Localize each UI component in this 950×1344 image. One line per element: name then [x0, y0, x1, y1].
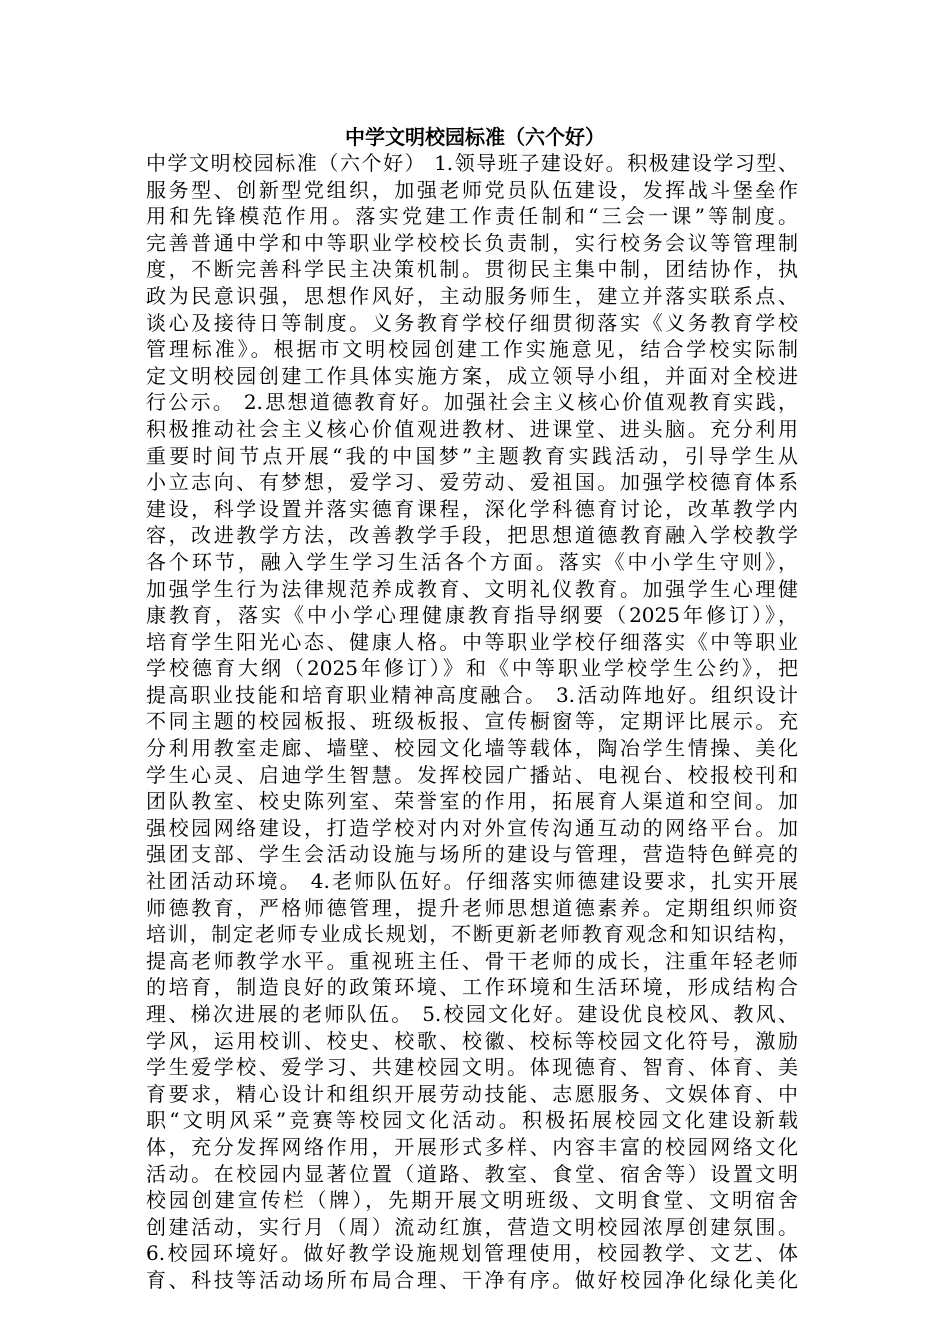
- body-text-line: 的培育，制造良好的政策环境、工作环境和生活环境，形成结构合: [146, 975, 798, 1000]
- body-text-line: 容，改进教学方法，改善教学手段，把思想道德教育融入学校教学: [146, 523, 798, 548]
- body-text-line: 政为民意识强，思想作风好，主动服务师生，建立并落实联系点、: [146, 283, 798, 308]
- body-text-line: 强校园网络建设，打造学校对内对外宣传沟通互动的网络平台。加: [146, 815, 798, 840]
- body-text-line: 校园创建宣传栏（牌），先期开展文明班级、文明食堂、文明宿舍: [146, 1188, 798, 1213]
- body-text-line: 创建活动，实行月（周）流动红旗，营造文明校园浓厚创建氛围。: [146, 1214, 798, 1239]
- body-text-line: 谈心及接待日等制度。义务教育学校仔细贯彻落实《义务教育学校: [146, 310, 798, 335]
- body-text-line: 提高老师教学水平。重视班主任、骨干老师的成长，注重年轻老师: [146, 948, 798, 973]
- body-text-line: 完善普通中学和中等职业学校校长负责制，实行校务会议等管理制: [146, 230, 798, 255]
- body-text-line: 育要求，精心设计和组织开展劳动技能、志愿服务、文娱体育、中: [146, 1081, 798, 1106]
- body-text-line: 团队教室、校史陈列室、荣誉室的作用，拓展育人渠道和空间。加: [146, 789, 798, 814]
- body-text-line: 育、科技等活动场所布局合理、干净有序。做好校园净化绿化美化: [146, 1267, 798, 1292]
- body-text-line: 学生心灵、启迪学生智慧。发挥校园广播站、电视台、校报校刊和: [146, 762, 798, 787]
- body-text-line: 体，充分发挥网络作用，开展形式多样、内容丰富的校园网络文化: [146, 1134, 798, 1159]
- body-text-line: 职“文明风采”竞赛等校园文化活动。积极拓展校园文化建设新载: [146, 1108, 798, 1133]
- body-text-line: 学校德育大纲（2025年修订）》和《中等职业学校学生公约》，把: [146, 656, 798, 681]
- body-text-line: 定文明校园创建工作具体实施方案，成立领导小组，并面对全校进: [146, 363, 798, 388]
- body-text-line: 小立志向、有梦想，爱学习、爱劳动、爱祖国。加强学校德育体系: [146, 470, 798, 495]
- body-text-line: 不同主题的校园板报、班级板报、宣传橱窗等，定期评比展示。充: [146, 709, 798, 734]
- body-text-line: 分利用教室走廊、墙壁、校园文化墙等载体，陶冶学生情操、美化: [146, 736, 798, 761]
- body-text-line: 理、梯次进展的老师队伍。 5.校园文化好。建设优良校风、教风、: [146, 1002, 798, 1026]
- body-text-line: 积极推动社会主义核心价值观进教材、进课堂、进头脑。充分利用: [146, 416, 798, 441]
- body-text-line: 度，不断完善科学民主决策机制。贯彻民主集中制，团结协作，执: [146, 257, 798, 282]
- body-text-line: 中学文明校园标准（六个好） 1.领导班子建设好。积极建设学习型、: [146, 151, 798, 175]
- body-text-line: 社团活动环境。 4.老师队伍好。仔细落实师德建设要求，扎实开展: [146, 869, 798, 894]
- body-text-line: 提高职业技能和培育职业精神高度融合。 3.活动阵地好。组织设计: [146, 682, 798, 707]
- body-text-line: 各个环节，融入学生学习生活各个方面。落实《中小学生守则》，: [146, 549, 798, 574]
- body-text-line: 用和先锋模范作用。落实党建工作责任制和“三会一课”等制度。: [146, 204, 798, 229]
- body-text-line: 强团支部、学生会活动设施与场所的建设与管理，营造特色鲜亮的: [146, 842, 798, 867]
- body-text-line: 6.校园环境好。做好教学设施规划管理使用，校园教学、文艺、体: [146, 1241, 798, 1266]
- body-text-line: 培育学生阳光心态、健康人格。中等职业学校仔细落实《中等职业: [146, 629, 798, 654]
- body-text-line: 重要时间节点开展“我的中国梦”主题教育实践活动，引导学生从: [146, 443, 798, 468]
- body-text-line: 学风，运用校训、校史、校歌、校徽、校标等校园文化符号，激励: [146, 1028, 798, 1053]
- document-title: 中学文明校园标准（六个好）: [345, 125, 605, 149]
- body-text-line: 行公示。 2.思想道德教育好。加强社会主义核心价值观教育实践，: [146, 390, 798, 415]
- body-text-line: 学生爱学校、爱学习、共建校园文明。体现德育、智育、体育、美: [146, 1055, 798, 1080]
- body-text-line: 康教育，落实《中小学心理健康教育指导纲要（2025年修订）》，: [146, 603, 798, 628]
- body-text-line: 服务型、创新型党组织，加强老师党员队伍建设，发挥战斗堡垒作: [146, 177, 798, 202]
- body-text-line: 管理标准》。根据市文明校园创建工作实施意见，结合学校实际制: [146, 337, 798, 362]
- body-text-line: 培训，制定老师专业成长规划，不断更新老师教育观念和知识结构，: [146, 922, 798, 947]
- document-body: [146, 150, 798, 1294]
- body-text-line: 师德教育，严格师德管理，提升老师思想道德素养。定期组织师资: [146, 895, 798, 920]
- body-text-line: 加强学生行为法律规范养成教育、文明礼仪教育。加强学生心理健: [146, 576, 798, 601]
- body-text-line: 活动。在校园内显著位置（道路、教室、食堂、宿舍等）设置文明: [146, 1161, 798, 1186]
- body-text-line: 建设，科学设置并落实德育课程，深化学科德育讨论，改革教学内: [146, 496, 798, 521]
